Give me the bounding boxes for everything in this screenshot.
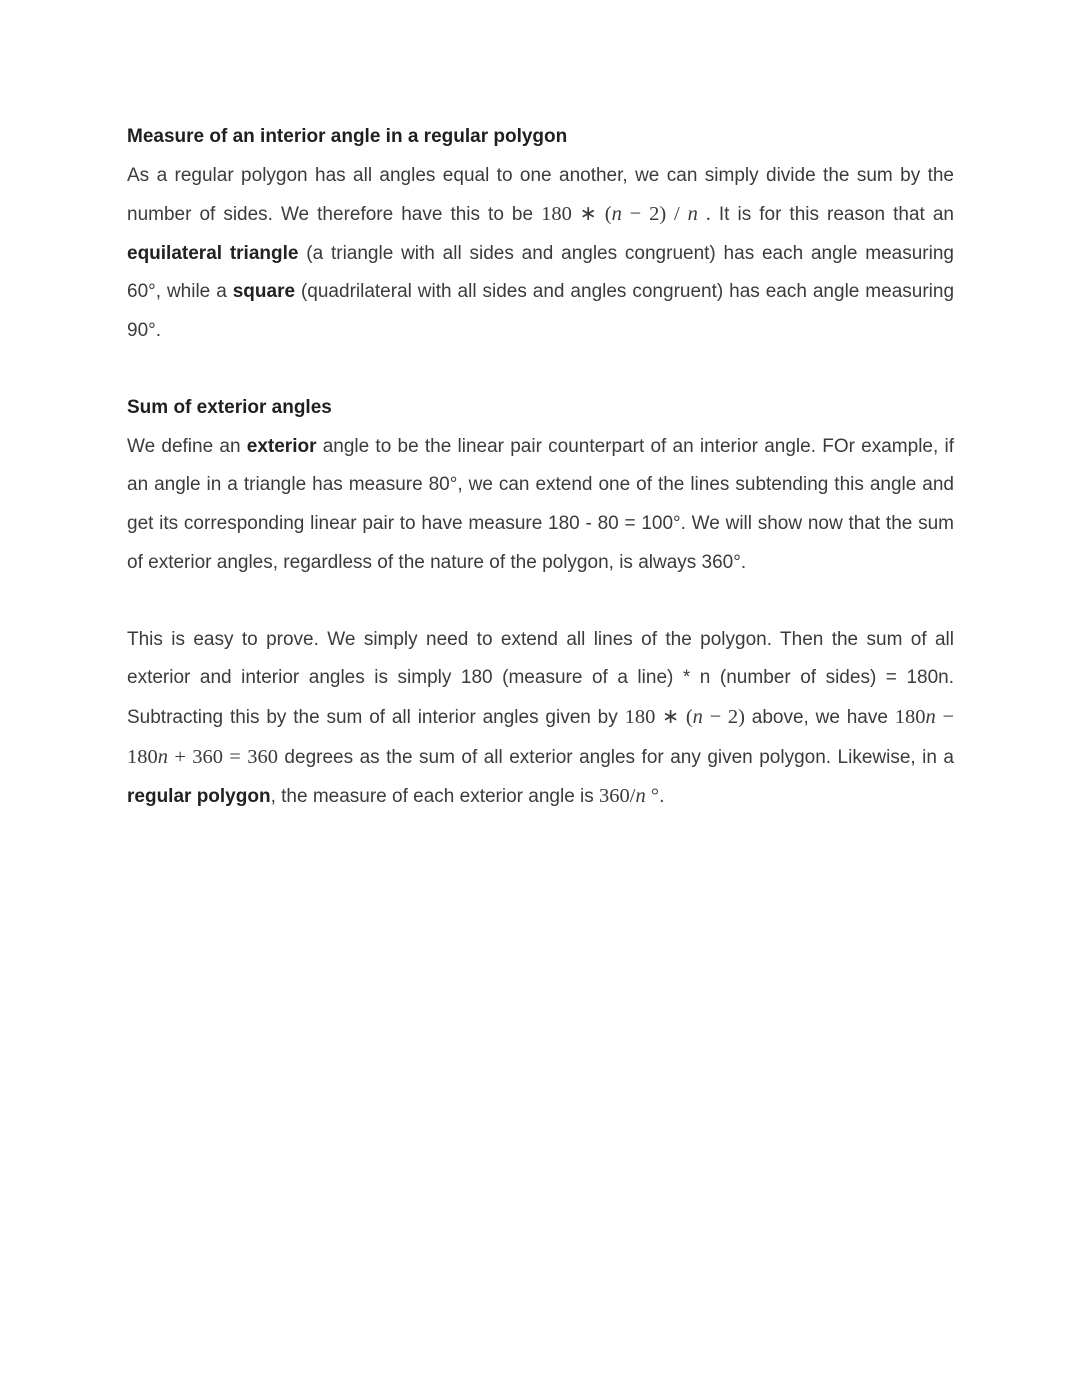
text-run: (quadrilateral with all sides and angles congruent) has each angle measuring 90°. xyxy=(127,281,955,341)
paragraph xyxy=(127,621,954,817)
math-run: − 2) xyxy=(702,705,745,728)
text-run: We define an xyxy=(127,435,247,457)
math-run: + 360 = 360 xyxy=(168,745,278,768)
text-run: It is for this reason that an xyxy=(710,204,954,226)
mathit-run: n xyxy=(611,203,622,226)
bold-run: equilateral triangle xyxy=(127,242,299,264)
text-run: degrees as the sum of all exterior angles for any given polygon. Likewise, in a xyxy=(277,746,955,768)
mathit-run: n xyxy=(925,705,936,728)
mathit-run: n xyxy=(692,705,703,728)
math-run: 360/ xyxy=(599,785,636,808)
section-heading: Measure of an interior angle in a regular polygon xyxy=(127,126,568,147)
text-run: This is easy to prove. We simply need to extend all lines of the polygon. Then the sum of all exterior and interior angles is simply 180 (measure of a line) * n (number of sides) = 180n. Subtracting this by the sum of all interior angles given by xyxy=(127,628,954,728)
section xyxy=(127,118,954,351)
bold-run: regular polygon xyxy=(127,786,271,808)
text-run: As a regular polygon has all angles equal to one another, we can simply divide the sum by the number of sides. We therefore have this to be xyxy=(127,164,954,226)
paragraph xyxy=(127,157,954,351)
math-run: 180 xyxy=(894,705,926,728)
text-run: above, we have xyxy=(744,706,895,728)
mathit-run: n xyxy=(635,785,646,808)
text-run: . xyxy=(659,786,665,808)
math-run: ° xyxy=(645,785,660,808)
section xyxy=(127,621,954,817)
math-run: − 180 xyxy=(127,705,955,768)
section xyxy=(127,389,954,582)
math-run: − 2) / xyxy=(621,203,688,226)
math-run: 180 ∗ ( xyxy=(624,705,693,728)
text-run: , the measure of each exterior angle is xyxy=(270,786,600,808)
mathit-run: n xyxy=(157,745,168,768)
document-body xyxy=(127,118,954,817)
text-run: angle to be the linear pair counterpart of an interior angle. FOr example, if an angle in a triangle has measure 80°, we can extend one of the lines subtending this angle and get its corresponding linear pair to have measure 180 - 80 = 100°. We will show now that the sum of exterior angles, regardless of the nature of the polygon, is always 360°. xyxy=(127,435,954,573)
bold-run: square xyxy=(232,281,296,303)
text-run: (a triangle with all sides and angles congruent) has each angle measuring 60°, while a xyxy=(127,242,954,303)
math-run: . xyxy=(697,203,711,226)
paragraph xyxy=(127,428,954,582)
bold-run: exterior xyxy=(246,435,317,457)
section-heading: Sum of exterior angles xyxy=(127,397,332,419)
mathit-run: n xyxy=(687,203,698,226)
math-run: 180 ∗ ( xyxy=(541,203,612,226)
